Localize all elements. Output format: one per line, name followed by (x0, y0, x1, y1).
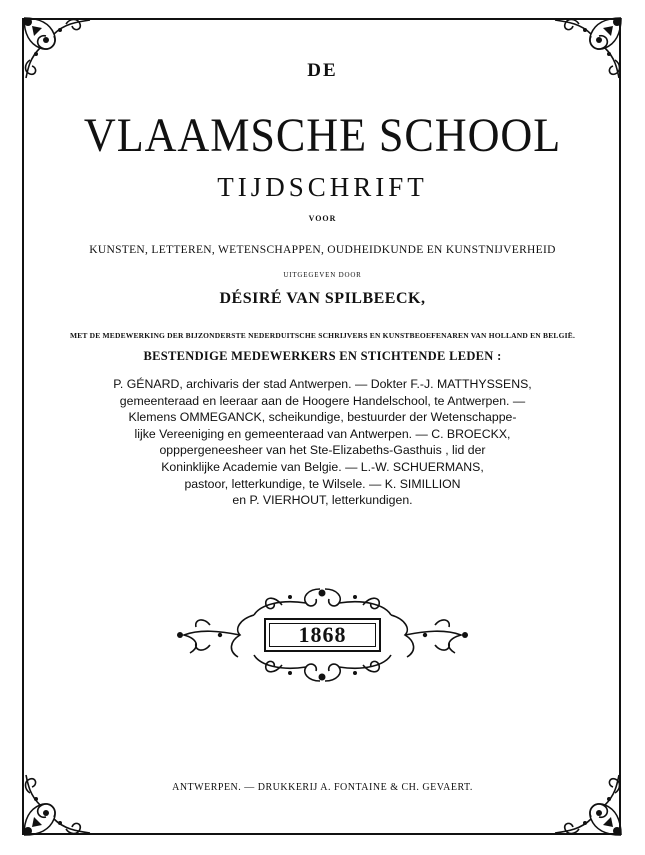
contributor-line: lijke Vereeniging en gemeenteraad van Antwerpen. — C. BROECKX, (134, 426, 511, 441)
contributors-list (0, 376, 645, 509)
editor-name: DÉSIRÉ VAN SPILBEECK, (219, 290, 426, 307)
contributor-line: pastoor, letterkundige, te Wilsele. — K. SIMILLION (184, 476, 461, 491)
contributor-line: gemeenteraad en leeraar aan de Hoogere Handelschool, te Antwerpen. — (119, 393, 526, 408)
publication-year: 1868 (298, 622, 347, 647)
imprint-line: ANTWERPEN. — DRUKKERIJ A. FONTAINE & CH. GEVAERT. (172, 782, 473, 793)
page-title: VLAAMSCHE SCHOOL (83, 109, 562, 162)
year-frame (264, 618, 381, 652)
contributor-line: opppergeneesheer van het Ste-Elizabeths-Gasthuis , lid der (159, 443, 486, 458)
contributor-line: Klemens OMMEGANCK, scheikundige, bestuurder der Wetenschappe- (128, 410, 517, 425)
contributors-heading: BESTENDIGE MEDEWERKERS EN STICHTENDE LEDEN : (143, 349, 502, 363)
title-article: DE (307, 60, 338, 81)
contributor-line: Koninklijke Academie van Belgie. — L.-W. SCHUERMANS, (161, 459, 484, 474)
fields-line: KUNSTEN, LETTEREN, WETENSCHAPPEN, OUDHEIDKUNDE EN KUNSTNIJVERHEID (89, 244, 556, 256)
cooperation-line: MET DE MEDEWERKING DER BIJZONDERSTE NEDERDUITSCHE SCHRIJVERS EN KUNSTBEOEFENAREN VAN HOLLAND EN BELGIË. (69, 331, 576, 340)
page-subtitle: TIJDSCHRIFT (217, 172, 428, 202)
voor-label: VOOR (308, 214, 337, 223)
published-by-label: UITGEGEVEN DOOR (283, 271, 362, 279)
contributor-line: P. GÉNARD, archivaris der stad Antwerpen. — Dokter F.-J. MATTHYSSENS, (113, 377, 532, 391)
contributor-line: en P. VIERHOUT, letterkundigen. (232, 493, 413, 508)
